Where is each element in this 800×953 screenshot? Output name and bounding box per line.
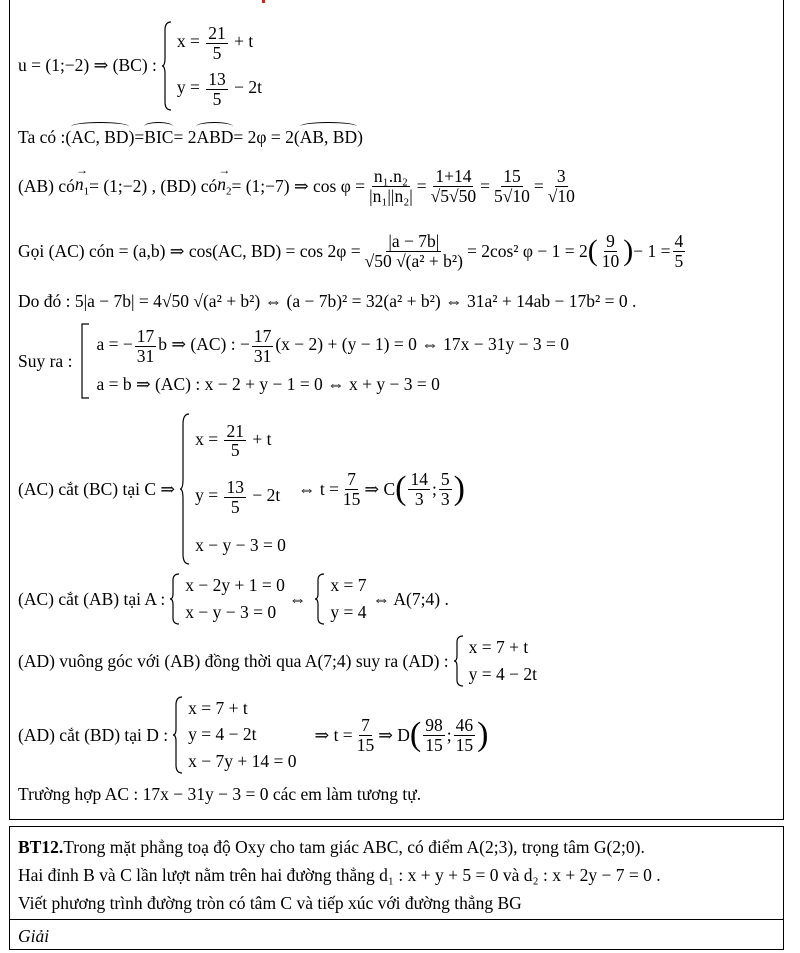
- l2-eq3: = 2φ = 2(: [233, 126, 300, 147]
- bracket-6: [80, 323, 90, 399]
- l3-eq-1: =: [416, 175, 427, 196]
- l7-eq-3: x − y − 3 = 0: [195, 535, 286, 556]
- line-4: Gọi (AC) có n = (a,b) ⇒ cos(AC, BD) = cos 2φ = $\frac{|a - 7b|}{\text{√50 √(a² + b²)}}$ = 2cos² φ − 1 = 2 ( $\frac{9}{10}$ ) − 1 = $\frac{4}{5}$: [18, 231, 684, 271]
- l1-system: [177, 20, 262, 112]
- l7-eq-x: [195, 422, 286, 460]
- line-6: [18, 322, 569, 400]
- l8-eq-4: y = 4: [330, 602, 367, 622]
- l7-res-num: 7: [347, 469, 357, 490]
- l10-label: (AD) cắt (BD) tại D :: [18, 724, 169, 745]
- exercise-line-1: [18, 834, 645, 860]
- l10-d-num2: 46: [455, 715, 474, 736]
- l7-x-den: 5: [230, 439, 240, 460]
- l2-arc-3: ABD: [196, 126, 234, 147]
- exercise-text-3: Viết phương trình đường tròn có tâm C và tiếp xúc với đường thẳng BG: [18, 892, 522, 913]
- l7-res-b: ⇒ C: [364, 478, 396, 499]
- l10-res-num: 7: [361, 715, 370, 736]
- l4-c: = 2cos² φ − 1 = 2: [466, 240, 588, 261]
- l2-end: ): [357, 126, 363, 147]
- brace-1: [161, 20, 173, 112]
- l1-left: u = (1;−2) ⇒ (BC) :: [18, 55, 157, 76]
- l6-r1-num2: 17: [253, 326, 272, 347]
- giai-label: Giải: [18, 926, 50, 946]
- l1-y-post: − 2t: [229, 77, 263, 98]
- l6-r1-mid: b ⇒ (AC) : −: [158, 334, 250, 355]
- l3-f3-den: 5√10: [494, 185, 530, 206]
- brace-8a: [169, 572, 181, 626]
- l3-f3-num: 15: [503, 166, 521, 187]
- l6-row1: [96, 327, 569, 365]
- answer-box: [9, 920, 784, 950]
- l6-r1-post: (x − 2) + (y − 1) = 0 ⇔ 17x − 31y − 3 = 0: [275, 334, 569, 355]
- line-11: [18, 780, 421, 808]
- l10-res-a: ⇒ t =: [314, 724, 353, 745]
- l1-x-pre: x =: [176, 31, 205, 52]
- line-8: [18, 570, 449, 628]
- l7-x-frac: [224, 422, 246, 460]
- l6-row2: a = b ⇒ (AC) : x − 2 + y − 1 = 0 ⇔ x + y − 3 = 0: [96, 373, 440, 394]
- brace-9: [453, 634, 465, 688]
- l2-eq1: =: [134, 126, 145, 147]
- l3-n1: [75, 174, 89, 198]
- l6-r1-frac: [135, 327, 157, 365]
- l3-a: (AB) có: [18, 175, 75, 196]
- l3-eq-3: =: [533, 175, 544, 196]
- l6-r1-den: 31: [136, 345, 155, 366]
- l1-x-frac: [206, 24, 228, 62]
- l6-r1-den2: 31: [253, 345, 272, 366]
- l7-y-post: − 2t: [247, 485, 281, 506]
- l9-eq-2: y = 4 − 2t: [468, 664, 538, 684]
- l4-b: n = (a,b) ⇒ cos(AC, BD) = cos 2φ =: [105, 240, 361, 261]
- l3-n2: [217, 174, 231, 198]
- l3-f2-num: 1+14: [435, 166, 472, 187]
- l10-d-num1: 98: [425, 715, 443, 736]
- l8-end: ⇔ A(7;4) .: [372, 588, 449, 609]
- l6-r1-pre: a = −: [96, 334, 133, 355]
- l10-d-den2: 15: [455, 734, 474, 755]
- l3-f4-den: √10: [547, 185, 575, 206]
- l3-n2-letter: n: [217, 174, 226, 195]
- l3-f2-den: √5√50: [430, 185, 477, 206]
- l3-frac1: [367, 167, 415, 205]
- l7-y-pre: y =: [195, 485, 223, 506]
- l10-eq-2: y = 4 − 2t: [188, 724, 257, 745]
- line-2: Ta có : ( AC, BD ) = BIC = 2 ABD = 2φ = 2( AB, BD ): [18, 126, 363, 147]
- l8-eq-3: x = 7: [330, 575, 367, 595]
- l7-c-frac1: [408, 470, 430, 508]
- l10-res-frac: [355, 716, 377, 754]
- l1-eq-y: [177, 70, 262, 108]
- l4-d: − 1 =: [633, 240, 671, 261]
- l7-c-num2: 5: [440, 469, 450, 490]
- exercise-line-2: [18, 862, 661, 888]
- line-3: [18, 154, 579, 218]
- l1-x-num: 21: [208, 23, 226, 44]
- l9-system: [469, 634, 537, 688]
- l10-res-den: 15: [356, 734, 375, 755]
- l2-arc-1: AC, BD: [71, 126, 129, 147]
- l3-f4-num: 3: [556, 166, 566, 187]
- l10-eq-1: x = 7 + t: [188, 697, 248, 718]
- l6-system: [96, 323, 569, 399]
- line-7: (AC) cắt (BC) tại C ⇒ x = $\frac{21}{5}$ + t y = $\frac{13}{5}$ − 2t x − y − 3 = 0 ⇔ t = $\frac{7}{15}$ ⇒ C ( $\frac{14}{3}$ ; $\frac{5}{3}$ ): [18, 410, 465, 568]
- l7-c-num1: 14: [410, 469, 428, 490]
- l8-system-2: [330, 572, 366, 626]
- l3-n1-letter: n: [74, 174, 84, 195]
- l4-frac3: [673, 232, 686, 270]
- l9-label: (AD) vuông góc với (AB) đồng thời qua A(7;4) suy ra (AD) :: [18, 650, 449, 671]
- l10-eq-3: x − 7y + 14 = 0: [188, 751, 297, 772]
- l6-r1-num: 17: [136, 326, 155, 347]
- l7-res-den: 15: [342, 488, 361, 509]
- l1-x-den: 5: [212, 42, 222, 63]
- exercise-text-1: Trong mặt phẳng toạ độ Oxy cho tam giác ABC, có điểm A(2;3), trọng tâm G(2;0).: [63, 836, 645, 857]
- l10-res-b: ⇒ D: [378, 724, 410, 745]
- l7-eq-y: [195, 478, 286, 516]
- l1-x-post: + t: [229, 31, 254, 52]
- l7-c-den1: 3: [414, 488, 424, 509]
- l7-y-frac: [224, 478, 246, 516]
- l1-y-pre: y =: [176, 77, 205, 98]
- l7-y-num: 13: [226, 477, 244, 498]
- l1-eq-x: [177, 24, 262, 62]
- exercise-line-3: [18, 890, 522, 916]
- l7-x-post: + t: [247, 428, 272, 449]
- l4-f1-num: |a − 7b|: [388, 231, 440, 252]
- l1-y-frac: [206, 70, 228, 108]
- l5-text: Do đó : 5|a − 7b| = 4√50 √(a² + b²) ⇔ (a − 7b)² = 32(a² + b²) ⇔ 31a² + 14ab − 17b² = 0 .: [18, 290, 637, 311]
- l3-n1-sub: 1: [83, 185, 90, 198]
- l3-frac4: [546, 167, 577, 205]
- l2-eq2: = 2: [173, 126, 197, 147]
- l3-b: = (1;−2) , (BD) có: [89, 175, 218, 196]
- l7-label: (AC) cắt (BC) tại C ⇒: [18, 478, 176, 499]
- line-5: [18, 287, 636, 315]
- l8-eq-1: x − 2y + 1 = 0: [185, 575, 285, 595]
- line-1: [18, 18, 262, 114]
- l4-frac2: [600, 232, 622, 270]
- l7-x-num: 21: [226, 420, 244, 441]
- l7-c-den2: 3: [440, 488, 450, 509]
- l8-system-1: [185, 572, 285, 626]
- l1-y-num: 13: [208, 69, 226, 90]
- l6-label: Suy ra :: [18, 350, 73, 371]
- l10-d-den1: 15: [425, 734, 443, 755]
- l4-f3-num: 4: [674, 231, 684, 252]
- l4-frac1: [363, 232, 465, 270]
- brace-7: [179, 412, 191, 566]
- line-10: (AD) cắt (BD) tại D : x = 7 + t y = 4 − 2t x − 7y + 14 = 0 ⇒ t = $\frac{7}{15}$ ⇒ D ( $\frac{98}{15}$ ; $\frac{46}{15}$ ): [18, 694, 488, 776]
- l4-f3-den: 5: [674, 250, 684, 271]
- brace-8b: [314, 572, 326, 626]
- l8-eq-2: x − y − 3 = 0: [185, 602, 277, 622]
- l7-res-a: ⇔ t =: [297, 478, 339, 499]
- l2-arc-2: BIC: [144, 126, 174, 147]
- l7-res-frac: [341, 470, 363, 508]
- l4-f2-num: 9: [606, 231, 615, 252]
- l3-c: = (1;−7) ⇒ cos φ =: [231, 175, 366, 196]
- l3-frac3: [492, 167, 532, 205]
- l3-frac2: [429, 167, 478, 205]
- l7-system: [195, 412, 286, 566]
- l11-text: Trường hợp AC : 17x − 31y − 3 = 0 các em làm tương tự.: [18, 783, 422, 804]
- exercise-title: BT12.: [18, 836, 64, 857]
- l3-eq-2: =: [480, 175, 491, 196]
- l10-system: [188, 695, 296, 775]
- l8-label: (AC) cắt (AB) tại A :: [18, 588, 166, 609]
- l3-f1-num: n₁.n₂: [373, 166, 408, 187]
- l3-f1-den: |n₁||n₂|: [369, 185, 413, 206]
- l6-r1-frac2: [252, 327, 274, 365]
- l2-arc-4: AB, BD: [299, 126, 358, 147]
- l1-y-den: 5: [212, 88, 222, 109]
- l8-mid: ⇔: [288, 588, 307, 609]
- l4-f1-den: √50 √(a² + b²): [364, 250, 463, 271]
- l7-x-pre: x =: [195, 428, 223, 449]
- l3-n2-sub: 2: [225, 185, 232, 198]
- l2-text: Ta có :: [18, 126, 66, 147]
- l10-d-frac2: [454, 716, 476, 754]
- l7-y-den: 5: [230, 496, 240, 517]
- exercise-text-2: Hai đỉnh B và C lần lượt nằm trên hai đường thẳng d₁ : x + y + 5 = 0 và d₂ : x + 2y − 7 = 0 .: [18, 864, 661, 885]
- l4-f2-den: 10: [601, 250, 620, 271]
- l10-d-frac1: [423, 716, 445, 754]
- l4-a: Gọi (AC) có: [18, 240, 106, 261]
- brace-10: [172, 695, 184, 775]
- l7-c-frac2: [439, 470, 452, 508]
- line-9: [18, 632, 537, 690]
- l9-eq-1: x = 7 + t: [468, 637, 529, 657]
